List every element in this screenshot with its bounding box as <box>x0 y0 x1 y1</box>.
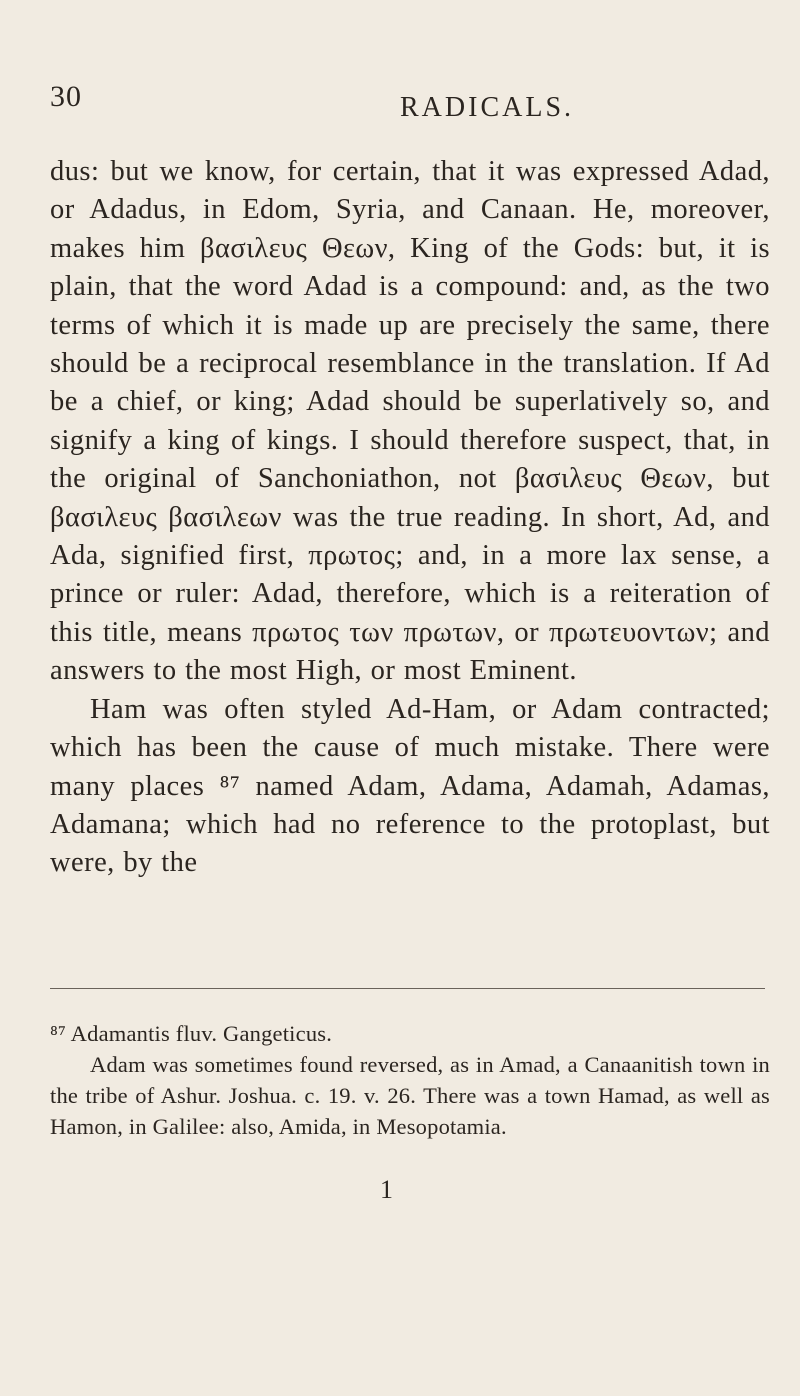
footnote: ⁸⁷ Adamantis fluv. Gangeticus. <box>50 1021 333 1046</box>
running-title: RADICALS. <box>400 92 575 123</box>
paragraph: dus: but we know, for certain, that it was expressed Adad, or Adadus, in Edom, Syria, and Canaan. He, moreover, makes him βασιλευς Θεων, King of the Gods: but, it is plain, that the word Adad is a compound: and, as the two terms of which it is made up are precisely the same, there should be a reciprocal resemblance in the translation. If Ad be a chief, or king; Adad should be superlatively so, and signify a king of kings. I should therefore suspect, that, in the original of Sanchoniathon, not βασιλευς Θεων, but βασιλευς βασιλεων was the true reading. In short, Ad, and Ada, signified first, πρωτος; and, in a more lax sense, a prince or ruler: Adad, therefore, which is a reiteration of this title, means πρωτος των πρωτων, or πρωτευοντων; and answers to the most High, or most Eminent. <box>50 156 770 687</box>
footnote: Adam was sometimes found reversed, as in Amad, a Canaanitish town in the tribe of Ashur. Joshua. c. 19. v. 26. There was a town Hamad, as well as Hamon, in Galilee: also, Amida, in Mesopotamia. <box>50 1052 770 1139</box>
footnotes <box>50 1018 770 1142</box>
footnote-divider <box>50 988 765 989</box>
signature-mark: 1 <box>380 1175 393 1204</box>
paragraph: Ham was often styled Ad-Ham, or Adam contracted; which has been the cause of much mistake. There were many places ⁸⁷ named Adam, Adama, Adamah, Adamas, Adamana; which had no reference to the protoplast, but were, by the <box>50 693 770 879</box>
page-header <box>0 80 800 123</box>
main-text <box>50 153 770 883</box>
page-number: 30 <box>50 80 82 113</box>
